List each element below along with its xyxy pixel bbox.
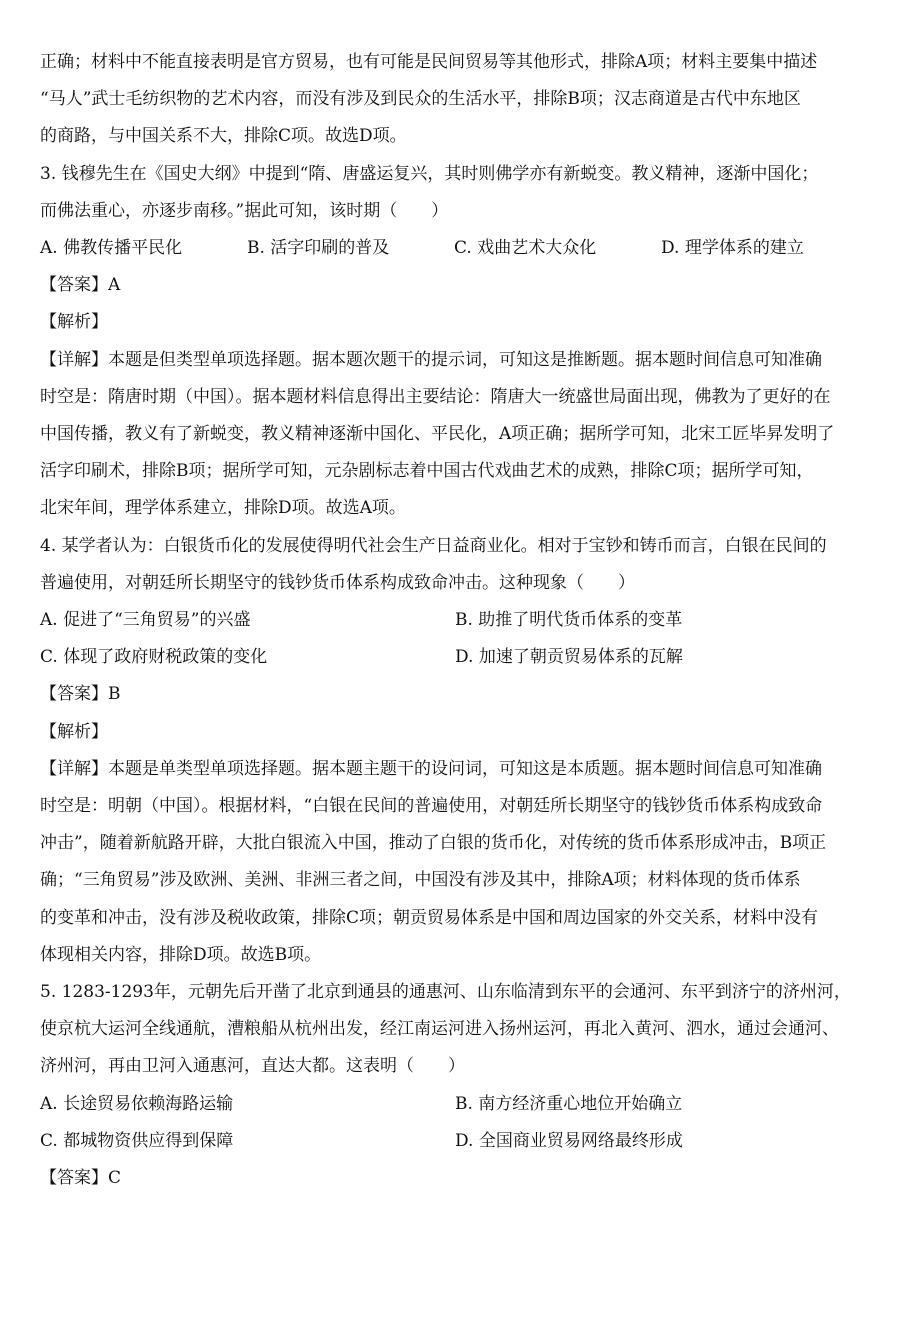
detail-line: 时空是：明朝（中国）。根据材料，“白银在民间的普遍使用，对朝廷所长期坚守的钱钞货币体系构成致命 xyxy=(40,796,823,817)
exam-page xyxy=(40,44,870,1197)
question-stem-line: 济州河，再由卫河入通惠河，直达大都。这表明（ ） xyxy=(40,1056,465,1077)
detail-line: 【详解】本题是单类型单项选择题。据本题主题干的设问词，可知这是本质题。据本题时间信息可知准确 xyxy=(40,758,822,779)
option-d: D. 加速了朝贡贸易体系的瓦解 xyxy=(455,647,683,668)
text-line: 正确；材料中不能直接表明是官方贸易，也有可能是民间贸易等其他形式，排除A项；材料主要集中描述 xyxy=(40,52,818,72)
detail-line: 时空是：隋唐时期（中国）。据本题材料信息得出主要结论：隋唐大一统盛世局面出现，佛教为了更好的在 xyxy=(40,386,831,407)
text-line: 的商路，与中国关系不大，排除C项。故选D项。 xyxy=(40,126,407,147)
text-line: “马人”武士毛纺织物的艺术内容，而没有涉及到民众的生活水平，排除B项；汉志商道是古代中东地区 xyxy=(40,89,801,110)
option-b: B. 南方经济重心地位开始确立 xyxy=(455,1093,683,1114)
question-5 xyxy=(40,974,870,1197)
option-b: B. 活字印刷的普及 xyxy=(247,238,390,259)
options-row xyxy=(40,602,870,639)
option-b: B. 助推了明代货币体系的变革 xyxy=(455,610,683,631)
detail-line: 冲击”，随着新航路开辟，大批白银流入中国，推动了白银的货币化，对传统的货币体系形成冲击，B项正 xyxy=(40,833,827,854)
question-3 xyxy=(40,156,870,528)
options-row xyxy=(40,639,870,676)
question-stem-line: 3. 钱穆先生在《国史大纲》中提到“隋、唐盛运复兴，其时则佛学亦有新蜕变。教义精神，逐渐中国化； xyxy=(40,163,819,184)
option-c: C. 体现了政府财税政策的变化 xyxy=(40,647,268,668)
option-c: C. 都城物资供应得到保障 xyxy=(40,1130,234,1151)
analysis-label: 【解析】 xyxy=(40,721,108,742)
question-stem-line: 普遍使用，对朝廷所长期坚守的钱钞货币体系构成致命冲击。这种现象（ ） xyxy=(40,572,635,593)
answer-line: 【答案】B xyxy=(40,684,121,705)
answer-line: 【答案】C xyxy=(40,1168,122,1189)
detail-line: 北宋年间，理学体系建立，排除D项。故选A项。 xyxy=(40,498,406,519)
option-a: A. 长途贸易依赖海路运输 xyxy=(40,1093,234,1114)
question-stem-line: 使京杭大运河全线通航，漕粮船从杭州出发，经江南运河进入扬州运河，再北入黄河、泗水，通过会通河、 xyxy=(40,1019,839,1040)
question-stem-line: 5. 1283-1293年，元朝先后开凿了北京到通县的通惠河、山东临清到东平的会通河、东平到济宁的济州河， xyxy=(40,982,851,1003)
detail-line: 确；“三角贸易”涉及欧洲、美洲、非洲三者之间，中国没有涉及其中，排除A项；材料体现的货币体系 xyxy=(40,870,801,891)
question-stem-line: 4. 某学者认为：白银货币化的发展使得明代社会生产日益商业化。相对于宝钞和铸币而言，白银在民间的 xyxy=(40,535,827,556)
question-4 xyxy=(40,528,870,974)
detail-line: 【详解】本题是但类型单项选择题。据本题次题干的提示词，可知这是推断题。据本题时间信息可知准确 xyxy=(40,349,822,370)
option-d: D. 全国商业贸易网络最终形成 xyxy=(455,1130,683,1151)
detail-line: 体现相关内容，排除D项。故选B项。 xyxy=(40,944,322,965)
options-row xyxy=(40,230,870,267)
option-c: C. 戏曲艺术大众化 xyxy=(454,238,597,259)
options-row xyxy=(40,1086,870,1123)
options-row xyxy=(40,1123,870,1160)
detail-line: 中国传播，教义有了新蜕变，教义精神逐渐中国化、平民化，A项正确；据所学可知，北宋工匠毕昇发明了 xyxy=(40,424,835,445)
detail-line: 活字印刷术，排除B项；据所学可知，元杂剧标志着中国古代戏曲艺术的成熟，排除C项；据所学可知， xyxy=(40,461,814,482)
detail-line: 的变革和冲击，没有涉及税收政策，排除C项；朝贡贸易体系是中国和周边国家的外交关系，材料中没有 xyxy=(40,907,819,928)
option-a: A. 促进了“三角贸易”的兴盛 xyxy=(40,610,251,631)
option-a: A. 佛教传播平民化 xyxy=(40,238,183,259)
answer-line: 【答案】A xyxy=(40,275,121,296)
analysis-label: 【解析】 xyxy=(40,312,108,333)
option-d: D. 理学体系的建立 xyxy=(661,238,804,259)
question-stem-line: 而佛法重心，亦逐步南移。”据此可知，该时期（ ） xyxy=(40,200,449,221)
q2-analysis-tail xyxy=(40,44,870,156)
